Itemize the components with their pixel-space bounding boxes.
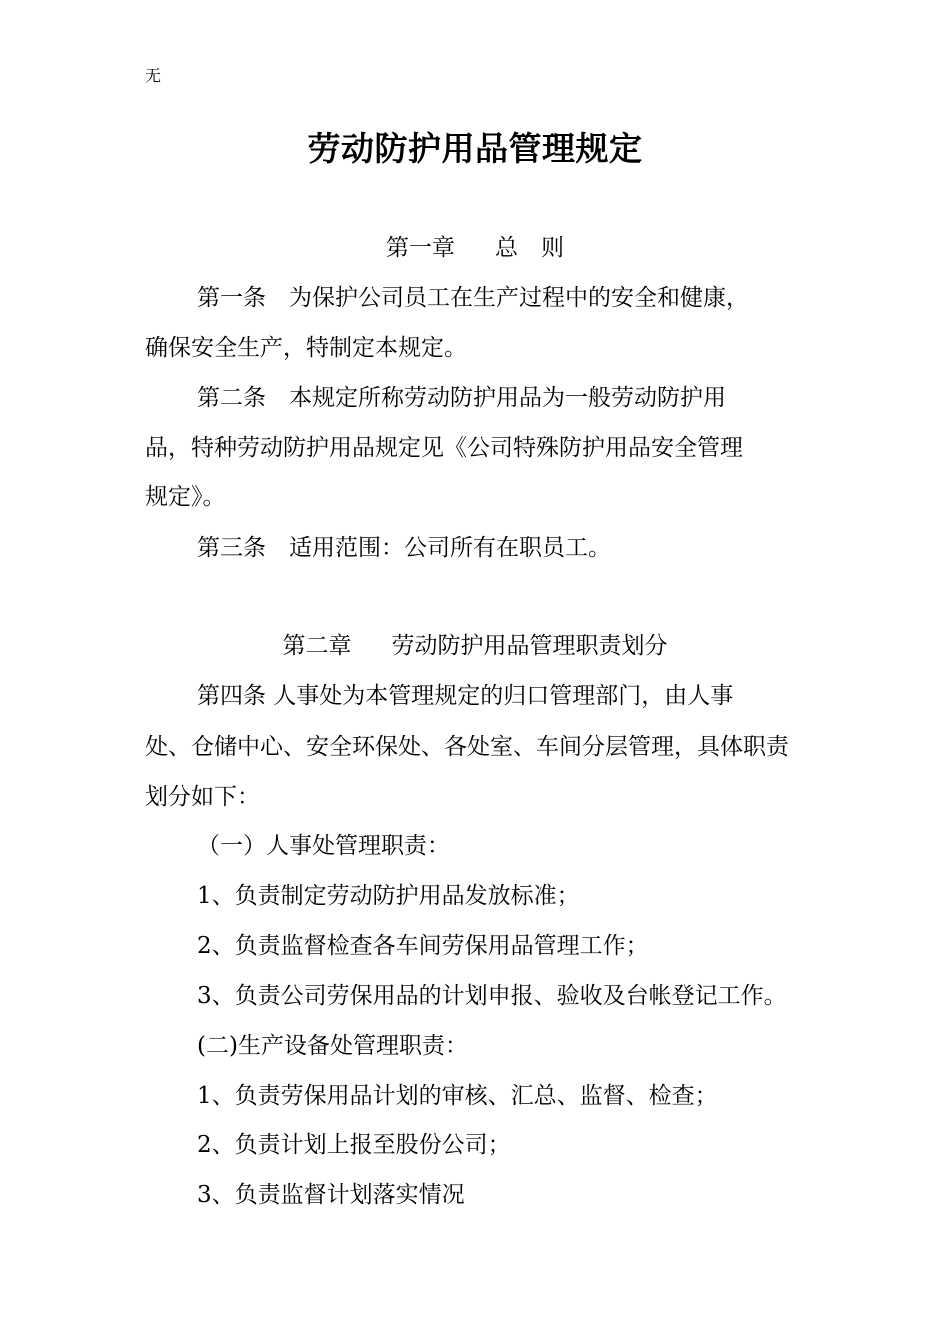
section-2-heading: (二)生产设备处管理职责： bbox=[197, 1033, 468, 1059]
article-2-line-1: 第二条 本规定所称劳动防护用品为一般劳动防护用 bbox=[197, 385, 726, 411]
chapter-1-number: 第一章 bbox=[386, 235, 455, 261]
chapter-1-heading bbox=[0, 232, 950, 264]
section-1-item-1: 1、负责制定劳动防护用品发放标准； bbox=[197, 883, 580, 909]
section-2-item-2: 2、负责计划上报至股份公司； bbox=[197, 1132, 511, 1158]
document-title: 劳动防护用品管理规定 bbox=[307, 129, 643, 168]
article-2-line-2: 品，特种劳动防护用品规定见《公司特殊防护用品安全管理 bbox=[145, 435, 743, 461]
article-1-line-1: 第一条 为保护公司员工在生产过程中的安全和健康， bbox=[197, 285, 749, 311]
chapter-1-title: 总 则 bbox=[495, 235, 564, 261]
article-1-line-2: 确保安全生产，特制定本规定。 bbox=[145, 335, 467, 361]
section-1-item-2: 2、负责监督检查各车间劳保用品管理工作； bbox=[197, 933, 649, 959]
section-1-heading: （一）人事处管理职责： bbox=[197, 833, 450, 859]
chapter-2-number: 第二章 bbox=[282, 633, 352, 659]
chapter-2-title: 劳动防护用品管理职责划分 bbox=[391, 633, 668, 659]
article-4-line-2: 处、仓储中心、安全环保处、各处室、车间分层管理，具体职责 bbox=[145, 734, 789, 760]
section-1-item-3: 3、负责公司劳保用品的计划申报、验收及台帐登记工作。 bbox=[197, 983, 787, 1009]
section-2-item-1: 1、负责劳保用品计划的审核、汇总、监督、检查； bbox=[197, 1083, 718, 1109]
chapter-2-heading bbox=[0, 630, 950, 662]
article-2-line-3: 规定》。 bbox=[145, 484, 226, 510]
header-mark: 无 bbox=[145, 66, 162, 85]
article-4-line-3: 划分如下： bbox=[145, 784, 260, 810]
article-4-line-1: 第四条 人事处为本管理规定的归口管理部门，由人事 bbox=[197, 683, 734, 709]
article-3-line-1: 第三条 适用范围：公司所有在职员工。 bbox=[197, 535, 611, 561]
section-2-item-3: 3、负责监督计划落实情况 bbox=[197, 1182, 465, 1208]
